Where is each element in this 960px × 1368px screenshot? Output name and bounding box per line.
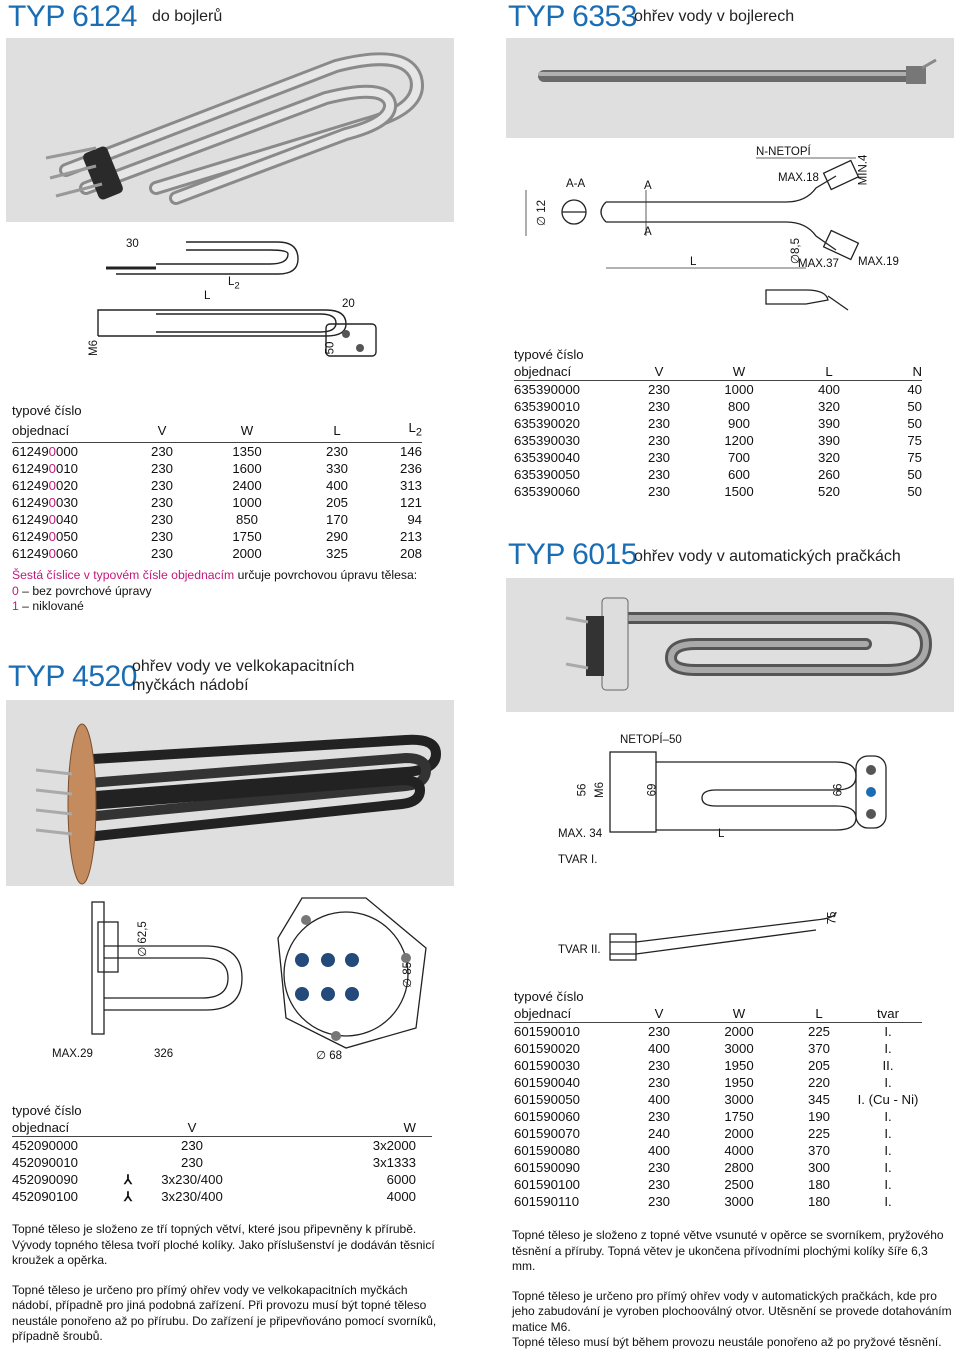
cell-l: 390 xyxy=(817,433,840,448)
dim-69: 69 xyxy=(646,783,659,797)
cell-l2: 121 xyxy=(399,494,422,510)
typ6015-rows xyxy=(514,1023,922,1211)
dim-max34: MAX. 34 xyxy=(558,828,603,840)
order-number: 601590060 xyxy=(514,1109,581,1124)
cell-w: 1200 xyxy=(724,433,754,448)
cell-v: 230 xyxy=(647,1058,670,1073)
table-row xyxy=(514,415,922,432)
order-number: 635390050 xyxy=(514,467,581,482)
typ6124-title: TYP 6124 xyxy=(8,0,137,33)
cell-tvar: I. xyxy=(884,1177,892,1192)
cell-l2: 208 xyxy=(399,545,422,561)
cell-l2: 94 xyxy=(407,511,422,527)
cell-w: 1600 xyxy=(232,460,262,476)
cell-w: 1350 xyxy=(232,443,262,459)
table-row xyxy=(514,466,922,483)
cell-l: 290 xyxy=(325,528,348,544)
cell-v: 230 xyxy=(150,528,173,544)
dim-56: 56 xyxy=(576,783,589,797)
dim-l2: $L_2$ xyxy=(228,276,240,292)
order-number: 601590070 xyxy=(514,1126,581,1141)
typ6353-table xyxy=(514,346,922,500)
cell-w: 1750 xyxy=(724,1109,754,1124)
typ4520-notes xyxy=(12,1222,448,1345)
cell-w: 6000 xyxy=(386,1172,416,1187)
table-row xyxy=(12,477,422,494)
cell-w: 3000 xyxy=(724,1092,754,1107)
typ6124-subtitle: do bojlerů xyxy=(152,8,223,25)
cell-w: 1950 xyxy=(724,1058,754,1073)
cell-w: 2000 xyxy=(724,1024,754,1039)
tvar-2-label: TVAR II. xyxy=(558,944,601,956)
cell-tvar: I. xyxy=(884,1126,892,1141)
cell-w: 2400 xyxy=(232,477,262,493)
cell-w: 3x1333 xyxy=(372,1155,416,1170)
dim-l: L xyxy=(204,290,211,302)
order-number-surface-digit: 0 xyxy=(48,511,57,527)
table-row xyxy=(514,483,922,500)
cell-l: 225 xyxy=(807,1126,830,1141)
cell-l: 390 xyxy=(817,416,840,431)
cell-v: 240 xyxy=(647,1126,670,1141)
cell-l: 400 xyxy=(325,477,348,493)
order-number-part: 030 xyxy=(56,494,79,510)
cell-v: 230 xyxy=(150,443,173,459)
cell-tvar: I. xyxy=(884,1143,892,1158)
cell-v: 230 xyxy=(150,477,173,493)
typ4520-note-composition: Topné těleso je složeno ze tří topných větví, které jsou připevněny k přírubě. Vývody topného tělesa tvoří ploché kolíky. Jako příslušenství je dodáván těsnicí kroužek a opěrka. xyxy=(12,1222,435,1267)
table-row xyxy=(514,398,922,415)
dim-l: L xyxy=(718,828,725,840)
table-row xyxy=(514,1193,922,1210)
order-number: 635390010 xyxy=(514,399,581,414)
col-v: V xyxy=(624,363,694,381)
dim-75: 75 xyxy=(826,911,839,925)
cell-l: 320 xyxy=(817,450,840,465)
cell-n: 40 xyxy=(907,382,922,397)
table-row xyxy=(514,1125,922,1142)
col-v: V xyxy=(624,1005,694,1023)
table-row xyxy=(12,1154,432,1171)
dim-50: 50 xyxy=(324,341,337,355)
typ4520-photo xyxy=(6,700,454,886)
cell-v: 230 xyxy=(647,484,670,499)
table-row xyxy=(514,1023,922,1041)
typ6015-subtitle: ohřev vody v automatických pračkách xyxy=(634,548,901,565)
cell-l2: 313 xyxy=(399,477,422,493)
order-number xyxy=(12,545,122,562)
cell-w: 2000 xyxy=(232,545,262,561)
typ4520-table xyxy=(12,1102,432,1205)
cell-tvar: I. xyxy=(884,1075,892,1090)
col-v: V xyxy=(132,1119,252,1137)
cell-l: 325 xyxy=(325,545,348,561)
cell-w: 700 xyxy=(727,450,750,465)
col-l: L xyxy=(784,1005,854,1023)
order-number-part: 010 xyxy=(56,460,79,476)
table-row xyxy=(12,545,422,562)
typ6124-photo xyxy=(6,38,454,222)
typ6015-photo-panel xyxy=(506,578,954,712)
star-connection-icon: ⅄ xyxy=(123,1189,132,1204)
typ4520-photo-panel xyxy=(6,700,454,886)
col-tvar: tvar xyxy=(854,1005,922,1023)
cell-v: 230 xyxy=(647,399,670,414)
table-row xyxy=(12,528,422,545)
cell-tvar: I. xyxy=(884,1024,892,1039)
table-row xyxy=(12,494,422,511)
order-number: 635390030 xyxy=(514,433,581,448)
dim-l: L xyxy=(690,256,697,268)
cell-w: 800 xyxy=(727,399,750,414)
col-w: W xyxy=(694,363,784,381)
table-row xyxy=(514,1176,922,1193)
hdr-typove-cislo: typové číslo xyxy=(514,989,584,1004)
hdr-typove-cislo: typové číslo xyxy=(12,1103,82,1118)
dim-aa: A-A xyxy=(566,178,586,190)
col-l: L xyxy=(784,363,874,381)
dim-n-netopi: N-NETOPÍ xyxy=(756,146,811,158)
order-number: 635390060 xyxy=(514,484,581,499)
typ6015-photo xyxy=(506,578,954,712)
cell-l: 400 xyxy=(817,382,840,397)
cell-l: 225 xyxy=(807,1024,830,1039)
cell-l: 180 xyxy=(807,1194,830,1209)
cell-l: 520 xyxy=(817,484,840,499)
cell-l: 205 xyxy=(807,1058,830,1073)
cell-w: 3x2000 xyxy=(372,1138,416,1153)
order-number: 601590100 xyxy=(514,1177,581,1192)
dim-a1: A xyxy=(644,180,652,192)
typ6015-note-submersion: Topné těleso musí být během provozu neustále ponořeno až po pryžové těsnění. xyxy=(512,1335,942,1349)
order-number-part: 61249 xyxy=(12,477,49,493)
typ6124-photo-panel xyxy=(6,38,454,222)
dim-max29: MAX.29 xyxy=(52,1048,93,1060)
cell-tvar: I. (Cu - Ni) xyxy=(857,1092,919,1107)
cell-w: 1500 xyxy=(724,484,754,499)
cell-v: 230 xyxy=(647,1109,670,1124)
table-row xyxy=(514,1040,922,1057)
order-number-surface-digit: 0 xyxy=(48,528,57,544)
hdr-objednaci: objednací xyxy=(514,363,624,381)
cell-n: 75 xyxy=(907,450,922,465)
hdr-objednaci: objednací xyxy=(514,1005,624,1023)
cell-w: 3000 xyxy=(724,1041,754,1056)
dim-d12: ∅ 12 xyxy=(536,199,549,227)
typ6015-notes xyxy=(512,1228,952,1351)
cell-l: 370 xyxy=(807,1041,830,1056)
cell-v: 230 xyxy=(647,1160,670,1175)
order-number: 601590040 xyxy=(514,1075,581,1090)
cell-v: 230 xyxy=(647,1075,670,1090)
cell-l: 220 xyxy=(807,1075,830,1090)
cell-w: 600 xyxy=(727,467,750,482)
dim-d68: ∅ 68 xyxy=(316,1050,343,1062)
order-number: 601590090 xyxy=(514,1160,581,1175)
dim-326: 326 xyxy=(154,1048,174,1060)
order-number: 452090090 xyxy=(12,1172,79,1187)
order-number-part: 020 xyxy=(56,477,79,493)
typ4520-rows xyxy=(12,1137,432,1206)
order-number-part: 61249 xyxy=(12,511,49,527)
col-n: N xyxy=(874,363,922,381)
order-number: 601590010 xyxy=(514,1024,581,1039)
cell-v: 230 xyxy=(180,1138,203,1153)
order-number xyxy=(12,442,122,460)
order-number xyxy=(12,528,122,545)
order-number xyxy=(12,460,122,477)
cell-v: 230 xyxy=(647,1194,670,1209)
cell-w: 850 xyxy=(235,511,258,527)
typ6353-subtitle: ohřev vody v bojlerech xyxy=(634,8,795,25)
surface-note-line: Šestá číslice v typovém čísle objednacím určuje povrchovou úpravu tělesa: xyxy=(12,568,418,582)
cell-v: 230 xyxy=(647,1177,670,1192)
star-connection-icon xyxy=(102,1154,132,1171)
col-w: W xyxy=(694,1005,784,1023)
cell-w: 1750 xyxy=(232,528,262,544)
cell-v: 230 xyxy=(150,494,173,510)
cell-v: 3x230/400 xyxy=(161,1189,223,1204)
cell-v: 400 xyxy=(647,1041,670,1056)
table-row xyxy=(514,381,922,399)
col-v: V xyxy=(122,419,202,442)
typ4520-subtitle-line2: myčkách nádobí xyxy=(132,677,249,694)
table-row xyxy=(12,1171,432,1188)
cell-w: 1000 xyxy=(724,382,754,397)
cell-l: 205 xyxy=(325,494,348,510)
order-number: 452090100 xyxy=(12,1189,79,1204)
order-number-part: 61249 xyxy=(12,545,49,561)
order-number-surface-digit: 0 xyxy=(48,443,57,459)
col-w: W xyxy=(252,1119,432,1137)
dim-66: 66 xyxy=(832,783,845,797)
hdr-typove-cislo: typové číslo xyxy=(12,403,82,418)
order-number: 601590030 xyxy=(514,1058,581,1073)
typ6353-drawing xyxy=(506,140,954,340)
cell-tvar: I. xyxy=(884,1160,892,1175)
typ6124-drawing xyxy=(6,224,454,384)
typ4520-title: TYP 4520 xyxy=(8,660,137,693)
order-number-part: 61249 xyxy=(12,460,49,476)
hdr-typove-cislo: typové číslo xyxy=(514,347,584,362)
cell-v: 230 xyxy=(647,1024,670,1039)
typ4520-subtitle-line1: ohřev vody ve velkokapacitních xyxy=(132,658,355,675)
cell-l2: 236 xyxy=(399,460,422,476)
cell-v: 230 xyxy=(150,511,173,527)
cell-n: 50 xyxy=(907,416,922,431)
cell-l: 320 xyxy=(817,399,840,414)
surface-option-0: 0 – bez povrchové úpravy xyxy=(12,583,152,598)
typ6015-note-usage: Topné těleso je určeno pro přímý ohřev vody v automatických pračkách, kde pro jeho zabudování je vyroben plochooválný otvor. Utěsnění se provede dotahováním matice M6. xyxy=(512,1288,952,1334)
order-number-surface-digit: 0 xyxy=(48,545,57,561)
cell-w: 1000 xyxy=(232,494,262,510)
cell-l: 180 xyxy=(807,1177,830,1192)
table-row xyxy=(514,1159,922,1176)
cell-v: 400 xyxy=(647,1143,670,1158)
dim-d85: ∅8,5 xyxy=(790,237,803,265)
cell-w: 900 xyxy=(727,416,750,431)
cell-v: 230 xyxy=(647,467,670,482)
cell-tvar: I. xyxy=(884,1194,892,1209)
hdr-objednaci: objednací xyxy=(12,419,122,442)
cell-w: 2800 xyxy=(724,1160,754,1175)
typ6353-title: TYP 6353 xyxy=(508,0,637,33)
typ6015-drawing xyxy=(506,716,954,982)
order-number: 452090010 xyxy=(12,1155,79,1170)
col-w: W xyxy=(202,419,292,442)
dim-20: 20 xyxy=(342,298,355,310)
dim-30: 30 xyxy=(126,238,139,250)
cell-n: 50 xyxy=(907,484,922,499)
dim-a2: A xyxy=(644,226,652,238)
dim-d85: ∅ 85 xyxy=(402,961,415,989)
cell-n: 50 xyxy=(907,399,922,414)
order-number xyxy=(12,511,122,528)
table-row xyxy=(514,1108,922,1125)
typ6124-surface-note xyxy=(12,568,452,615)
cell-v: 230 xyxy=(647,450,670,465)
cell-l: 190 xyxy=(807,1109,830,1124)
table-row xyxy=(514,1142,922,1159)
order-number: 635390040 xyxy=(514,450,581,465)
typ6353-rows xyxy=(514,381,922,501)
cell-w: 4000 xyxy=(724,1143,754,1158)
cell-w: 3000 xyxy=(724,1194,754,1209)
table-row xyxy=(514,432,922,449)
star-connection-icon xyxy=(102,1137,132,1155)
typ6015-title: TYP 6015 xyxy=(508,538,637,571)
dim-netopi-50: NETOPÍ–50 xyxy=(620,734,682,746)
order-number: 601590020 xyxy=(514,1041,581,1056)
order-number xyxy=(12,494,122,511)
order-number-part: 000 xyxy=(56,443,79,459)
order-number-part: 61249 xyxy=(12,443,49,459)
cell-n: 75 xyxy=(907,433,922,448)
col-l2: $L_2$ xyxy=(382,419,422,442)
cell-l2: 213 xyxy=(399,528,422,544)
order-number-part: 61249 xyxy=(12,528,49,544)
typ6124-rows xyxy=(12,442,422,562)
order-number: 601590110 xyxy=(514,1194,580,1209)
order-number-part: 060 xyxy=(56,545,79,561)
cell-l: 260 xyxy=(817,467,840,482)
typ6124-table xyxy=(12,402,422,562)
table-row xyxy=(12,1137,432,1155)
cell-v: 3x230/400 xyxy=(161,1172,223,1187)
cell-l2: 146 xyxy=(399,443,422,459)
order-number: 635390000 xyxy=(514,382,581,397)
table-row xyxy=(12,1188,432,1205)
dim-max37: MAX.37 xyxy=(798,258,839,270)
hdr-objednaci: objednací xyxy=(12,1119,102,1137)
typ4520-drawing xyxy=(6,888,454,1064)
dim-m6: M6 xyxy=(593,782,606,798)
cell-v: 400 xyxy=(647,1092,670,1107)
cell-v: 230 xyxy=(647,433,670,448)
typ4520-note-usage: Topné těleso je určeno pro přímý ohřev vody ve velkokapacitních myčkách nádobí, případně pro jiná podobná zařízení. Při provozu musí být topné těleso neustále ponořeno až po přírubu. Do zařízení je připevňováno pomocí svorníků, případně šroubů. xyxy=(12,1282,437,1343)
table-row xyxy=(514,1057,922,1074)
dim-min4: MIN.4 xyxy=(857,154,870,186)
order-number-part: 050 xyxy=(56,528,79,544)
order-number: 635390020 xyxy=(514,416,581,431)
order-number-surface-digit: 0 xyxy=(48,477,57,493)
typ6015-note-composition: Topné těleso je složeno z topné větve vsunuté v opěrce se svorníkem, pryžového těsnění a příruby. Topná větev je ukončena přívodními plochými kolíky šíře 6,3 mm. xyxy=(512,1228,944,1273)
table-row xyxy=(12,442,422,460)
cell-l: 370 xyxy=(807,1143,830,1158)
cell-l: 170 xyxy=(325,511,348,527)
cell-w: 2000 xyxy=(724,1126,754,1141)
order-number: 601590050 xyxy=(514,1092,581,1107)
cell-tvar: I. xyxy=(884,1109,892,1124)
dim-max19: MAX.19 xyxy=(858,256,899,268)
cell-w: 2500 xyxy=(724,1177,754,1192)
cell-v: 230 xyxy=(647,416,670,431)
table-row xyxy=(514,1091,922,1108)
order-number-surface-digit: 0 xyxy=(48,460,57,476)
typ6015-table xyxy=(514,988,922,1210)
cell-tvar: II. xyxy=(882,1058,894,1073)
cell-w: 1950 xyxy=(724,1075,754,1090)
dim-m6: M6 xyxy=(87,340,100,356)
typ6353-photo xyxy=(506,38,954,138)
cell-tvar: I. xyxy=(884,1041,892,1056)
order-number-part: 61249 xyxy=(12,494,49,510)
cell-l: 345 xyxy=(807,1092,830,1107)
cell-v: 230 xyxy=(180,1155,203,1170)
table-row xyxy=(12,511,422,528)
cell-l: 230 xyxy=(325,443,348,459)
typ6353-photo-panel xyxy=(506,38,954,138)
star-connection-icon: ⅄ xyxy=(123,1172,132,1187)
cell-l: 330 xyxy=(325,460,348,476)
cell-n: 50 xyxy=(907,467,922,482)
order-number-surface-digit: 0 xyxy=(48,494,57,510)
tvar-1-label: TVAR I. xyxy=(558,854,598,866)
cell-l: 300 xyxy=(807,1160,830,1175)
col-l: L xyxy=(292,419,382,442)
cell-v: 230 xyxy=(647,382,670,397)
table-row xyxy=(514,1074,922,1091)
dim-max18: MAX.18 xyxy=(778,172,819,184)
dim-d625: ∅ 62,5 xyxy=(136,921,149,957)
order-number: 601590080 xyxy=(514,1143,581,1158)
order-number: 452090000 xyxy=(12,1138,79,1153)
order-number-part: 040 xyxy=(56,511,79,527)
table-row xyxy=(12,460,422,477)
surface-option-1: 1 – niklované xyxy=(12,599,84,613)
order-number xyxy=(12,477,122,494)
cell-w: 4000 xyxy=(386,1189,416,1204)
table-row xyxy=(514,449,922,466)
cell-v: 230 xyxy=(150,545,173,561)
cell-v: 230 xyxy=(150,460,173,476)
